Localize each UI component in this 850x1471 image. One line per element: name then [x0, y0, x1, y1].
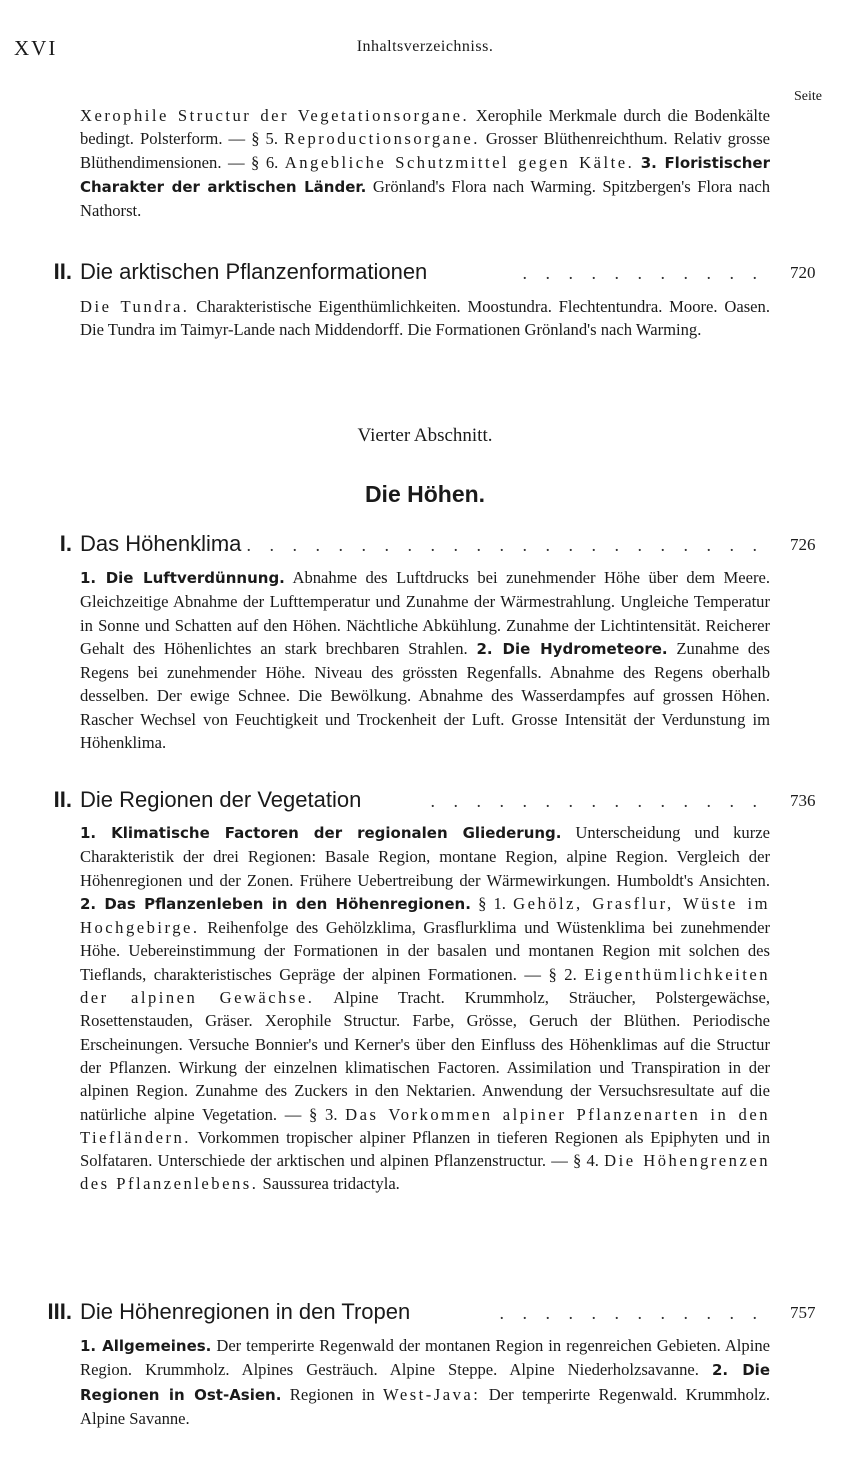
text-run: Regionen in [281, 1384, 383, 1404]
leader-dots: . . . . . . . . . . . . . . . [430, 791, 764, 811]
bold-heading-run: 3. Floristischer Charakter der arktischen Länder. [80, 153, 770, 196]
bold-heading-run: 2. Die Regionen in Ost-Asien. [80, 1361, 771, 1404]
bold-heading-run: 2. Die Hydrometeore. [476, 639, 668, 658]
part-label: Vierter Abschnitt. [357, 425, 493, 446]
spaced-heading-run: Reproductionsorgane. [284, 129, 480, 149]
section-title: Die Regionen der Vegetation [80, 787, 362, 812]
bold-heading-run: 1. Die Luftverdünnung. [80, 569, 285, 587]
spaced-heading-run: Eigenthümlichkeiten der alpinen Gewächse. [80, 964, 770, 1008]
leader-dots: . . . . . . . . . . . [522, 263, 764, 283]
section-page: 736 [790, 791, 816, 810]
section-number: III. [47, 1299, 72, 1324]
spaced-heading-run: West-Java: [383, 1384, 481, 1404]
section-title: Die Höhenregionen in den Tropen [80, 1299, 411, 1324]
seite-label: Seite [794, 89, 822, 104]
spaced-heading-run: Die Tundra. [80, 297, 190, 316]
section-number: II. [53, 259, 72, 284]
section-page: 757 [790, 1303, 816, 1322]
bold-heading-run: 2. Das Pflanzenleben in den Höhenregionen. [80, 894, 471, 913]
bold-heading-run: 1. Allgemeines. [80, 1337, 212, 1355]
text-run: Vorkommen tropischer alpiner Pflanzen in tieferen Regionen als Epiphyten und in Solfataren. Unterschiede der arktischen und alpinen Pflanzenstructur. — § 4. [80, 1127, 770, 1171]
text-run: Grönland's Flora nach Warming. Spitzbergen's Flora nach Nathorst. [80, 176, 771, 221]
text-run: § 1. [470, 893, 514, 913]
spaced-heading-run: Xerophile Structur der Vegetationsorgane. [80, 106, 470, 125]
text-run: Zunahme des Regens bei zunehmender Höhe. Niveau des grössten Regenfalls. Abnahme des Regens oberhalb desselben. Der ewige Schnee. Die Bewölkung. Abnahme des Wasserdampfes auf grossen Höhen. Rascher Wechsel von Feuchtigkeit und Trockenheit der Luft. Grosse Intensität der Verdunstung im Höhenklima. [80, 638, 770, 753]
spaced-heading-run: Angebliche Schutzmittel gegen Kälte. [284, 152, 635, 172]
section-page: 726 [790, 535, 816, 554]
running-title: Inhaltsverzeichniss. [356, 38, 494, 55]
text-run: Alpine Tracht. Krummholz, Sträucher, Polstergewächse, Rosettenstauden, Gräser. Xerophile Structur. Farbe, Grösse, Geruch der Blüthen. Periodische Erscheinungen. Versuche Bonnier's und Kerner's über den Einfluss des Höhenklimas auf die Structur der Pflanzen. Wirkung der einzelnen klimatischen Factoren. Assimilation und Transpiration in der alpinen Region. Zunahme des Zuckers in den Nektarien. Anwendung der Versuchsresultate auf die natürliche alpine Vegetation. — § 3. [80, 988, 770, 1124]
section-page: 720 [790, 263, 816, 282]
bold-heading-run: 1. Klimatische Factoren der regionalen Gliederung. [80, 824, 562, 842]
text-run: Reihenfolge des Gehölzklima, Grasflurklima und Wüstenklima bei zunehmender Höhe. Uebereinstimmung der Formationen in der basalen und montanen Region mit solchen des Tieflands, charakteristisches Gepräge der alpinen Formationen. — § 2. [80, 918, 770, 984]
text-run: Charakteristische Eigenthümlichkeiten. Moostundra. Flechtentundra. Moore. Oasen. Die Tundra im Taimyr-Lande nach Middendorff. Die Formationen Grönland's nach Warming. [80, 297, 770, 340]
text-run: Unterscheidung und kurze Charakteristik der drei Regionen: Basale Region, montane Region, alpine Region. Vergleich der Höhenregionen und der Zonen. Frühere Uebertreibung der Wärmewirkungen. Humboldt's Ansichten. [80, 823, 770, 890]
hoehenklima-body [80, 566, 770, 754]
section-title: Das Höhenklima [80, 531, 242, 556]
section-number: I. [59, 531, 72, 556]
page-number: XVI [14, 36, 58, 60]
text-run: Saussurea tridactyla. [258, 1174, 400, 1194]
section-arctic-formations [0, 259, 850, 289]
section-number: II. [53, 787, 72, 812]
section-title: Die arktischen Pflanzenformationen [80, 259, 428, 284]
leader-dots: . . . . . . . . . . . . . . . . . . . . . . . . . [200, 535, 764, 555]
text-run: Abnahme des Luftdrucks bei zunehmender Höhe über dem Meere. Gleichzeitige Abnahme der Lufttemperatur und Zunahme der Wärmestrahlung. Ungleiche Temperatur in Sonne und Schatten auf den Höhen. Nächtliche Abkühlung. Zunahme der Lichtintensität. Reicherer Gehalt des Höhenlichtes an stark brechbaren Strahlen. [80, 568, 771, 658]
text-run: Der temperirte Regenwald der montanen Region in regenreichen Gebieten. Alpine Region. Krummholz. Alpines Gesträuch. Alpine Steppe. Alpine Niederholzsavanne. [80, 1336, 770, 1380]
intro-paragraph [80, 104, 770, 222]
regionen-body [80, 821, 770, 1196]
spaced-heading-run: Das Vorkommen alpiner Pflanzenarten in den Tiefländern. [80, 1104, 770, 1147]
text-run: Der temperirte Regenwald. Krummholz. Alpine Savanne. [80, 1384, 770, 1428]
text-run: Xerophile Merkmale durch die Bodenkälte bedingt. Polsterform. — § 5. [80, 106, 770, 149]
leader-dots: . . . . . . . . . . . . [499, 1303, 764, 1323]
section-tropen [0, 1299, 850, 1329]
spaced-heading-run: Gehölz, Grasflur, Wüste im Hochgebirge. [80, 893, 770, 938]
spaced-heading-run: Die Höhengrenzen des Pflanzenlebens. [80, 1151, 770, 1194]
part-title: Die Höhen. [364, 481, 486, 507]
text-run: Grosser Blüthenreichthum. Relativ grosse Blüthendimensionen. — § 6. [80, 129, 771, 172]
section-hoehenklima [0, 531, 850, 561]
arctic-formations-body [80, 295, 770, 342]
tropen-body [80, 1334, 770, 1430]
section-regionen [0, 787, 850, 817]
